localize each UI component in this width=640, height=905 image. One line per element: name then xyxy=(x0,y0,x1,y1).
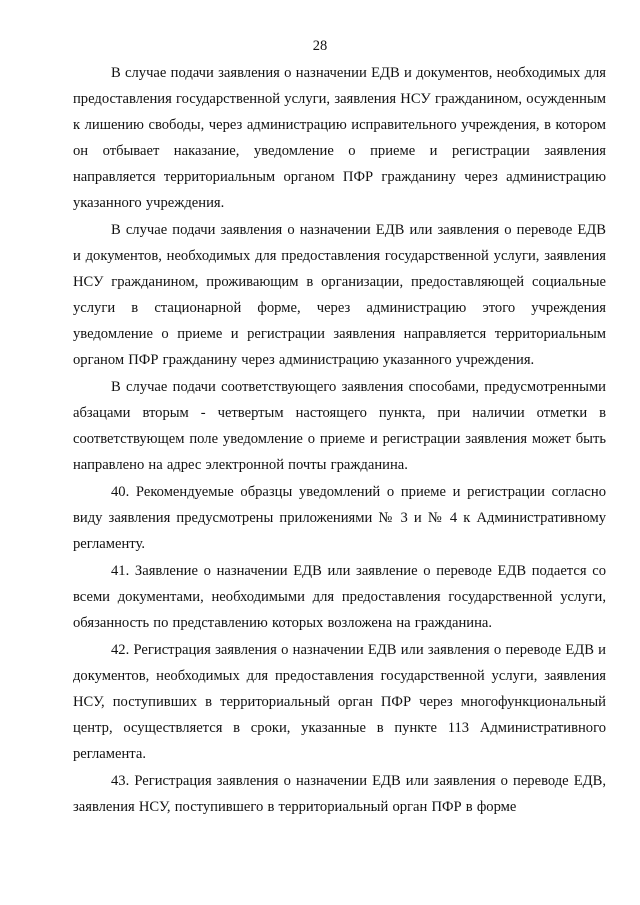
paragraph-notification-prisoner: В случае подачи заявления о назначении ЕДВ и документов, необходимых для предоставления государственной услуги, заявления НСУ гражданином, осужденным к лишению свободы, через администрацию исправительного учреждения, в котором он отбывает наказание, уведомление о приеме и регистрации заявления направляется территориальным органом ПФР гражданину через администрацию указанного учреждения. xyxy=(73,65,606,211)
paragraph-41: 41. Заявление о назначении ЕДВ или заявление о переводе ЕДВ подается со всеми документами, необходимыми для предоставления государственной услуги, обязанность по представлению которых возложена на гражданина. xyxy=(73,563,606,631)
paragraph-42: 42. Регистрация заявления о назначении ЕДВ или заявления о переводе ЕДВ и документов, необходимых для предоставления государственной услуги, заявления НСУ, поступивших в территориальный орган ПФР через многофункциональный центр, осуществляется в сроки, указанные в пункте 113 Административного регламента. xyxy=(73,642,606,762)
paragraph-notification-social-institution: В случае подачи заявления о назначении ЕДВ или заявления о переводе ЕДВ и документов, необходимых для предоставления государственной услуги, заявления НСУ гражданином, проживающим в организации, предоставляющей социальные услуги в стационарной форме, через администрацию этого учреждения уведомление о приеме и регистрации заявления направляется территориальным органом ПФР гражданину через администрацию указанного учреждения. xyxy=(73,222,606,368)
paragraph-43: 43. Регистрация заявления о назначении ЕДВ или заявления о переводе ЕДВ, заявления НСУ, поступившего в территориальный орган ПФР в форме xyxy=(73,773,606,815)
document-body xyxy=(73,60,606,820)
paragraph-40: 40. Рекомендуемые образцы уведомлений о приеме и регистрации согласно виду заявления предусмотрены приложениями № 3 и № 4 к Административному регламенту. xyxy=(73,484,606,552)
paragraph-notification-email: В случае подачи соответствующего заявления способами, предусмотренными абзацами вторым - четвертым настоящего пункта, при наличии отметки в соответствующем поле уведомление о приеме и регистрации заявления может быть направлено на адрес электронной почты гражданина. xyxy=(73,379,606,473)
page-number: 28 xyxy=(312,38,328,54)
